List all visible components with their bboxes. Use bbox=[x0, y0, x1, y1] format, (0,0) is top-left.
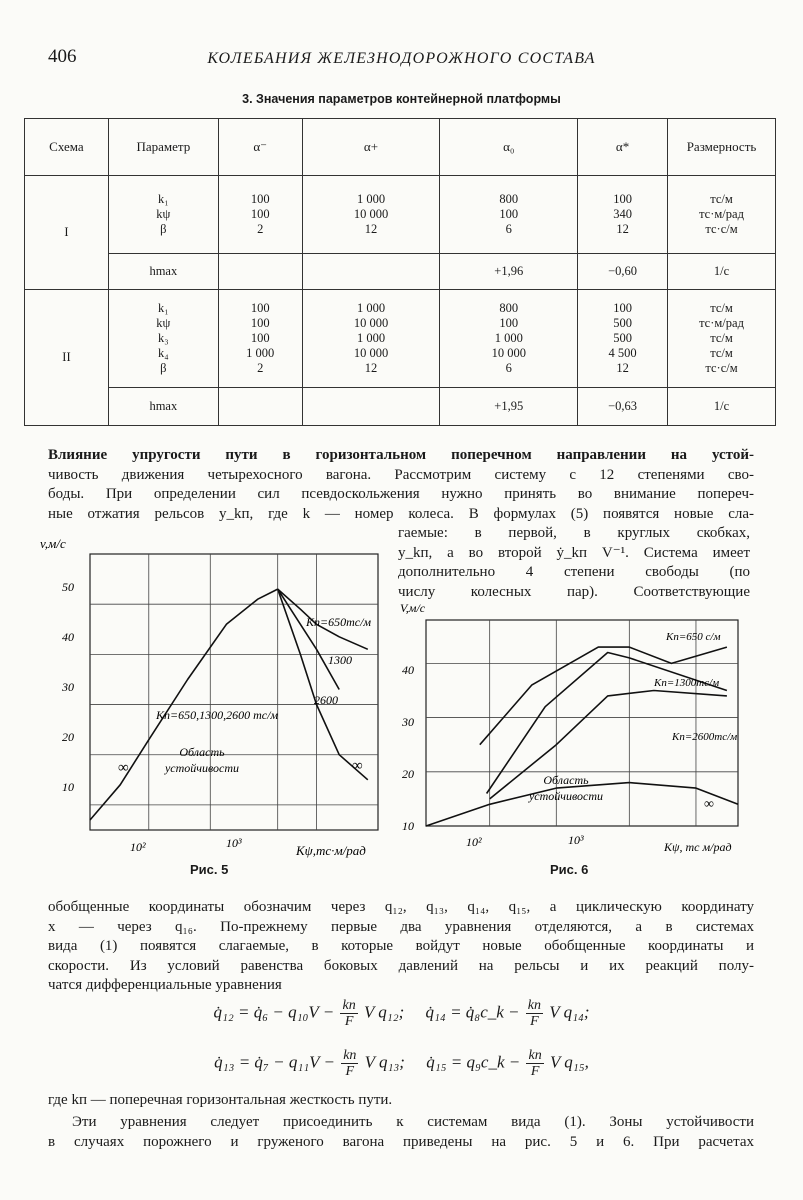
value-cell bbox=[218, 254, 302, 290]
fig5-xlabel: Kψ,тс·м/рад bbox=[296, 843, 366, 858]
col-header-a-minus: α⁻ bbox=[218, 119, 302, 176]
value-cell bbox=[218, 388, 302, 426]
scheme-label: II bbox=[25, 290, 109, 426]
figure-5-chart bbox=[28, 534, 388, 864]
fig6-region-line2: устойчивости bbox=[528, 789, 604, 803]
figure-5-caption: Рис. 5 bbox=[190, 862, 229, 877]
value-cell: −0,63 bbox=[578, 388, 668, 426]
fig5-label-1300: 1300 bbox=[328, 653, 352, 667]
fig5-region-line1: Область bbox=[179, 745, 225, 759]
fig6-ytick: 40 bbox=[402, 663, 414, 677]
fig5-grid bbox=[90, 554, 378, 830]
equation-row-1: q̇₁₂ = q̇₆ − q₁₀V − $\frac{kп}{F}$ V q₁₂; q̇₁₄ = q̇₈c_k − $\frac{kп}{F}$ V q₁₄; bbox=[213, 998, 590, 1029]
param-cell: k₁ kψ k₃ k₄ β bbox=[108, 290, 218, 388]
unit-cell: 1/с bbox=[668, 254, 776, 290]
value-cell bbox=[302, 388, 440, 426]
value-cell: +1,95 bbox=[440, 388, 578, 426]
col-header-scheme: Схема bbox=[25, 119, 109, 176]
value-cell bbox=[302, 254, 440, 290]
table-row bbox=[25, 254, 776, 290]
fig5-label-2600: 2600 bbox=[314, 693, 338, 707]
text-line: обобщенные координаты обозначим через q₁₂, q₁₃, q₁₄, q₁₅, а циклическую координату bbox=[48, 899, 754, 915]
fig5-ytick: 50 bbox=[62, 580, 74, 594]
fig5-ytick: 20 bbox=[62, 730, 74, 744]
fraction: $\frac{kп}{F}$ bbox=[527, 998, 541, 1029]
text-line: y_kп, а во второй ẏ_kп V⁻¹. Система имеет bbox=[398, 544, 750, 561]
parameters-table bbox=[24, 118, 776, 426]
fig6-series-line-3 bbox=[490, 691, 727, 799]
fig5-ytick: 40 bbox=[62, 630, 74, 644]
value-cell: 100 100 2 bbox=[218, 176, 302, 254]
param-cell: k₁ kψ β bbox=[108, 176, 218, 254]
fig6-xlabel: Kψ, тс м/рад bbox=[664, 840, 732, 854]
fig6-label-1300: Kп=1300тс/м bbox=[654, 677, 720, 689]
paragraph-intro bbox=[48, 446, 754, 524]
param-cell: hmax bbox=[108, 388, 218, 426]
text-line: где kп — поперечная горизонтальная жесткость пути. bbox=[48, 1092, 393, 1108]
fig5-inf-right: ∞ bbox=[352, 758, 363, 774]
text-line: чатся дифференциальные уравнения bbox=[48, 977, 282, 993]
fraction: $\frac{kп}{F}$ bbox=[528, 1048, 542, 1079]
figure-6-chart bbox=[396, 598, 756, 860]
figure-6-caption: Рис. 6 bbox=[550, 862, 589, 877]
table-header-row bbox=[25, 119, 776, 176]
paragraph-where bbox=[48, 1091, 754, 1111]
value-cell: 100 100 100 1 000 2 bbox=[218, 290, 302, 388]
value-cell: 1 000 10 000 12 bbox=[302, 176, 440, 254]
fig5-ytick: 30 bbox=[62, 680, 74, 694]
fig6-ytick: 10 bbox=[402, 819, 414, 833]
text-line: чивость движения четырехосного вагона. Рассмотрим систему с 12 степенями сво- bbox=[48, 466, 754, 483]
text-line: гаемые: в первой, в круглых скобках, bbox=[398, 525, 750, 541]
fig5-inf-left: ∞ bbox=[118, 760, 129, 776]
value-cell: −0,60 bbox=[578, 254, 668, 290]
value-cell: 1 000 10 000 1 000 10 000 12 bbox=[302, 290, 440, 388]
fig6-region-line1: Область bbox=[543, 773, 589, 787]
value-cell: 800 100 6 bbox=[440, 176, 578, 254]
page-number: 406 bbox=[48, 46, 77, 67]
fig5-xtick: 10³ bbox=[226, 836, 242, 850]
value-cell: 100 500 500 4 500 12 bbox=[578, 290, 668, 388]
fraction: $\frac{kп}{F}$ bbox=[342, 998, 356, 1029]
value-cell: 100 340 12 bbox=[578, 176, 668, 254]
fig5-xtick: 10² bbox=[130, 840, 146, 854]
unit-cell: тс/м тс·м/рад тс/м тс/м тс·с/м bbox=[668, 290, 776, 388]
running-title: КОЛЕБАНИЯ ЖЕЛЕЗНОДОРОЖНОГО СОСТАВА bbox=[207, 50, 596, 67]
table-row bbox=[25, 290, 776, 388]
unit-cell: тс/м тс·м/рад тс·с/м bbox=[668, 176, 776, 254]
scheme-label: I bbox=[25, 176, 109, 290]
fig5-ylabel: v,м/с bbox=[40, 536, 66, 551]
fig6-xtick: 10³ bbox=[568, 833, 584, 847]
col-header-param: Параметр bbox=[108, 119, 218, 176]
table-row bbox=[25, 176, 776, 254]
fraction: $\frac{kп}{F}$ bbox=[343, 1048, 357, 1079]
text-line: x — через q₁₆. По-прежнему первые два уравнения отделяются, а в системах bbox=[48, 918, 754, 935]
fig5-label-all: Kп=650,1300,2600 тс/м bbox=[156, 708, 279, 722]
fig5-plot-frame bbox=[90, 554, 378, 830]
text-line: Влияние упругости пути в горизонтальном поперечном направлении на устой- bbox=[48, 447, 754, 463]
fig6-label-2600: Kп=2600тс/м bbox=[672, 731, 738, 743]
text-line: числу колесных пар). Соответствующие bbox=[398, 583, 750, 600]
fig5-ytick: 10 bbox=[62, 780, 74, 794]
col-header-a-plus: α+ bbox=[302, 119, 440, 176]
text-line: ные отжатия рельсов y_kп, где k — номер колеса. В формулах (5) появятся новые сла- bbox=[48, 505, 754, 522]
fig6-ytick: 30 bbox=[402, 715, 414, 729]
text-line: дополнительно 4 степени свободы (по bbox=[398, 564, 750, 580]
fig6-xtick: 10² bbox=[466, 835, 482, 849]
fig6-ytick: 20 bbox=[402, 767, 414, 781]
col-header-units: Размерность bbox=[668, 119, 776, 176]
col-header-a0: α₀ bbox=[440, 119, 578, 176]
text-line: вида (1) появятся слагаемые, в которые войдут новые обобщенные координаты и bbox=[48, 938, 754, 954]
fig6-ylabel: V,м/с bbox=[400, 601, 426, 615]
fig5-label-650: Kп=650тс/м bbox=[306, 615, 372, 629]
fig6-inf: ∞ bbox=[704, 797, 714, 812]
text-line: в случаях порожнего и груженого вагона приведены на рис. 5 и 6. При расчетах bbox=[48, 1133, 754, 1150]
value-cell: 800 100 1 000 10 000 6 bbox=[440, 290, 578, 388]
paragraph-coordinates bbox=[48, 898, 754, 996]
paragraph-right-column bbox=[398, 524, 750, 602]
unit-cell: 1/с bbox=[668, 388, 776, 426]
col-header-a-star: α* bbox=[578, 119, 668, 176]
paragraph-closing bbox=[48, 1113, 754, 1152]
fig6-label-650: Kп=650 с/м bbox=[666, 631, 721, 643]
value-cell: +1,96 bbox=[440, 254, 578, 290]
equation-row-2: q̇₁₃ = q̇₇ − q₁₁V − $\frac{kп}{F}$ V q₁₃; q̇₁₅ = q₉c_k − $\frac{kп}{F}$ V q₁₅, bbox=[214, 1048, 589, 1079]
text-line: боды. При определении сил псевдоскольжения нужно принять во внимание попереч- bbox=[48, 486, 754, 502]
text-line: скорости. Из условий равенства боковых давлений на рельсы и их реакций полу- bbox=[48, 957, 754, 974]
fig5-region-line2: устойчивости bbox=[164, 761, 240, 775]
table-row bbox=[25, 388, 776, 426]
text-line: Эти уравнения следует присоединить к системам вида (1). Зоны устойчивости bbox=[72, 1114, 754, 1130]
table-caption: 3. Значения параметров контейнерной платформы bbox=[242, 92, 561, 106]
param-cell: hmax bbox=[108, 254, 218, 290]
